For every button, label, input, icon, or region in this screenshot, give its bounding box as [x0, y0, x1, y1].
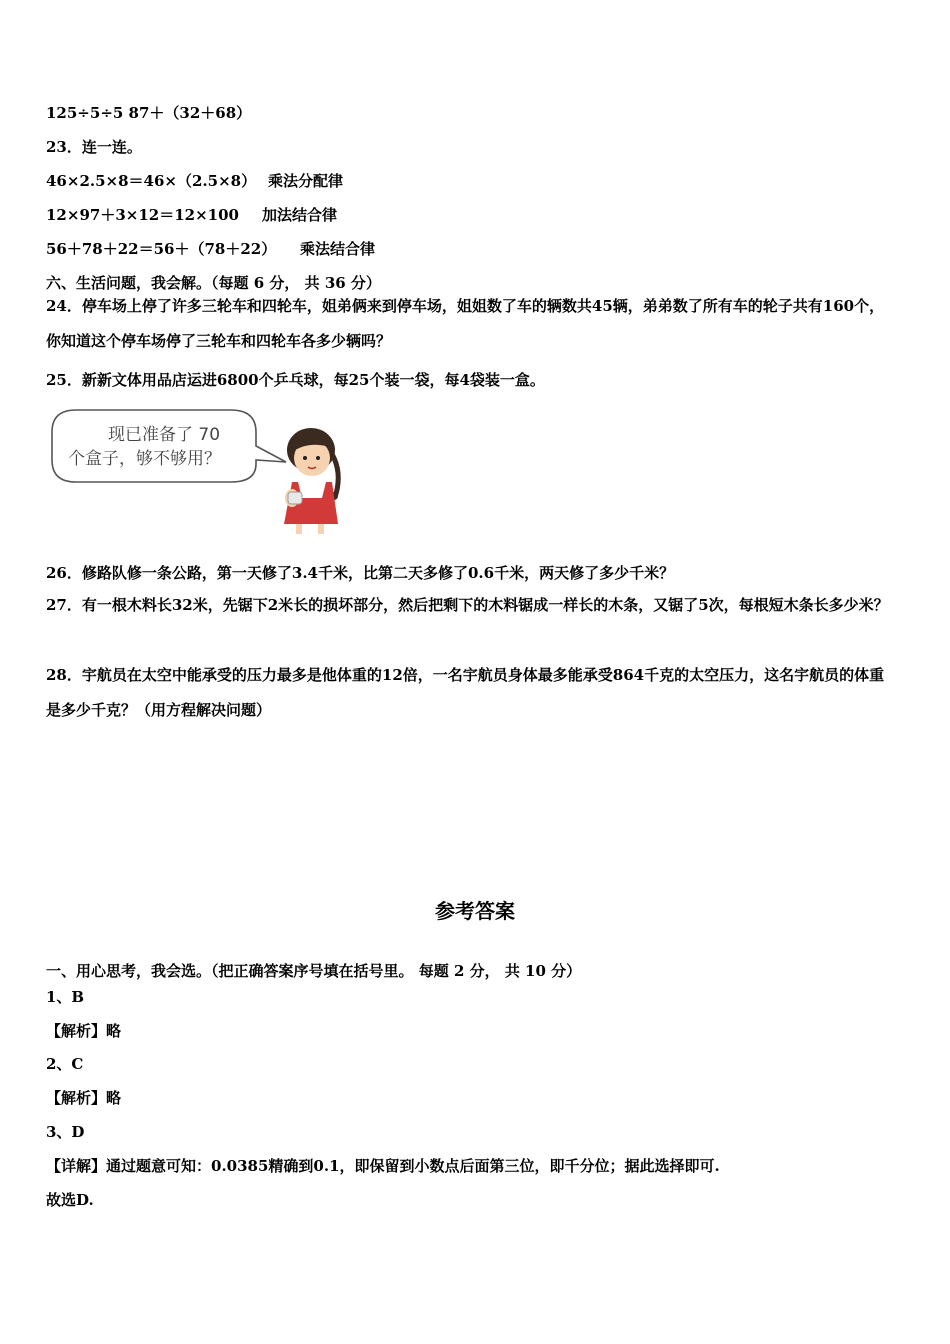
matching-expression: 12×97＋3×12＝12×100	[46, 206, 239, 224]
answer-3-conclusion: 故选D.	[46, 1191, 94, 1209]
question-26: 26．修路队修一条公路，第一天修了3.4千米，比第二天多修了0.6千米，两天修了多少千米？	[46, 564, 675, 582]
matching-pair-2	[46, 204, 338, 225]
answer-2-note: 【解析】略	[46, 1089, 122, 1107]
answers-title: 参考答案	[435, 899, 515, 923]
question-28: 28．宇航员在太空中能承受的压力最多是他体重的12倍，一名宇航员身体最多能承受864千克的太空压力，这名宇航员的体重是多少千克？（用方程解决问题）	[46, 666, 885, 719]
question-23-title: 23．连一连。	[46, 138, 142, 156]
question-27: 27．有一根木料长32米，先锯下2米长的损坏部分，然后把剩下的木料锯成一样长的木条，又锯了5次，每根短木条长多少米？	[46, 596, 889, 614]
speech-bubble-line-2: 个盒子，够不够用？	[68, 449, 221, 469]
answer-1: 1、B	[46, 988, 85, 1006]
matching-pair-3	[46, 238, 376, 259]
section-6-title: 六、生活问题，我会解。（每题 6 分， 共 36 分）	[46, 274, 381, 292]
question-24: 24．停车场上停了许多三轮车和四轮车，姐弟俩来到停车场，姐姐数了车的辆数共45辆，弟弟数了所有车的轮子共有160个，你知道这个停车场停了三轮车和四轮车各多少辆吗？	[46, 297, 885, 350]
answer-3-detail: 【详解】通过题意可知：0.0385精确到0.1，即保留到小数点后面第三位，即千分位；据此选择即可.	[46, 1157, 720, 1175]
matching-pair-1	[46, 170, 344, 191]
answers-section-1-title: 一、用心思考，我会选。（把正确答案序号填在括号里。 每题 2 分， 共 10 分）	[46, 962, 582, 980]
answer-2: 2、C	[46, 1055, 84, 1073]
matching-expression: 56＋78＋22＝56＋（78＋22）	[46, 240, 277, 258]
question-25: 25．新新文体用品店运进6800个乒乓球，每25个装一袋，每4袋装一盒。	[46, 371, 545, 389]
speech-bubble-line-1: 现已准备了 70	[108, 425, 221, 445]
matching-law: 乘法结合律	[300, 240, 376, 258]
answer-3: 3、D	[46, 1123, 85, 1141]
cup	[288, 492, 302, 504]
matching-expression: 46×2.5×8＝46×（2.5×8）	[46, 172, 257, 190]
matching-law: 加法结合律	[262, 206, 338, 224]
matching-law: 乘法分配律	[268, 172, 344, 190]
answer-1-note: 【解析】略	[46, 1022, 122, 1040]
speech-bubble-illustration	[46, 402, 356, 537]
exercise-22-expressions: 125÷5÷5 87＋（32＋68）	[46, 104, 252, 122]
